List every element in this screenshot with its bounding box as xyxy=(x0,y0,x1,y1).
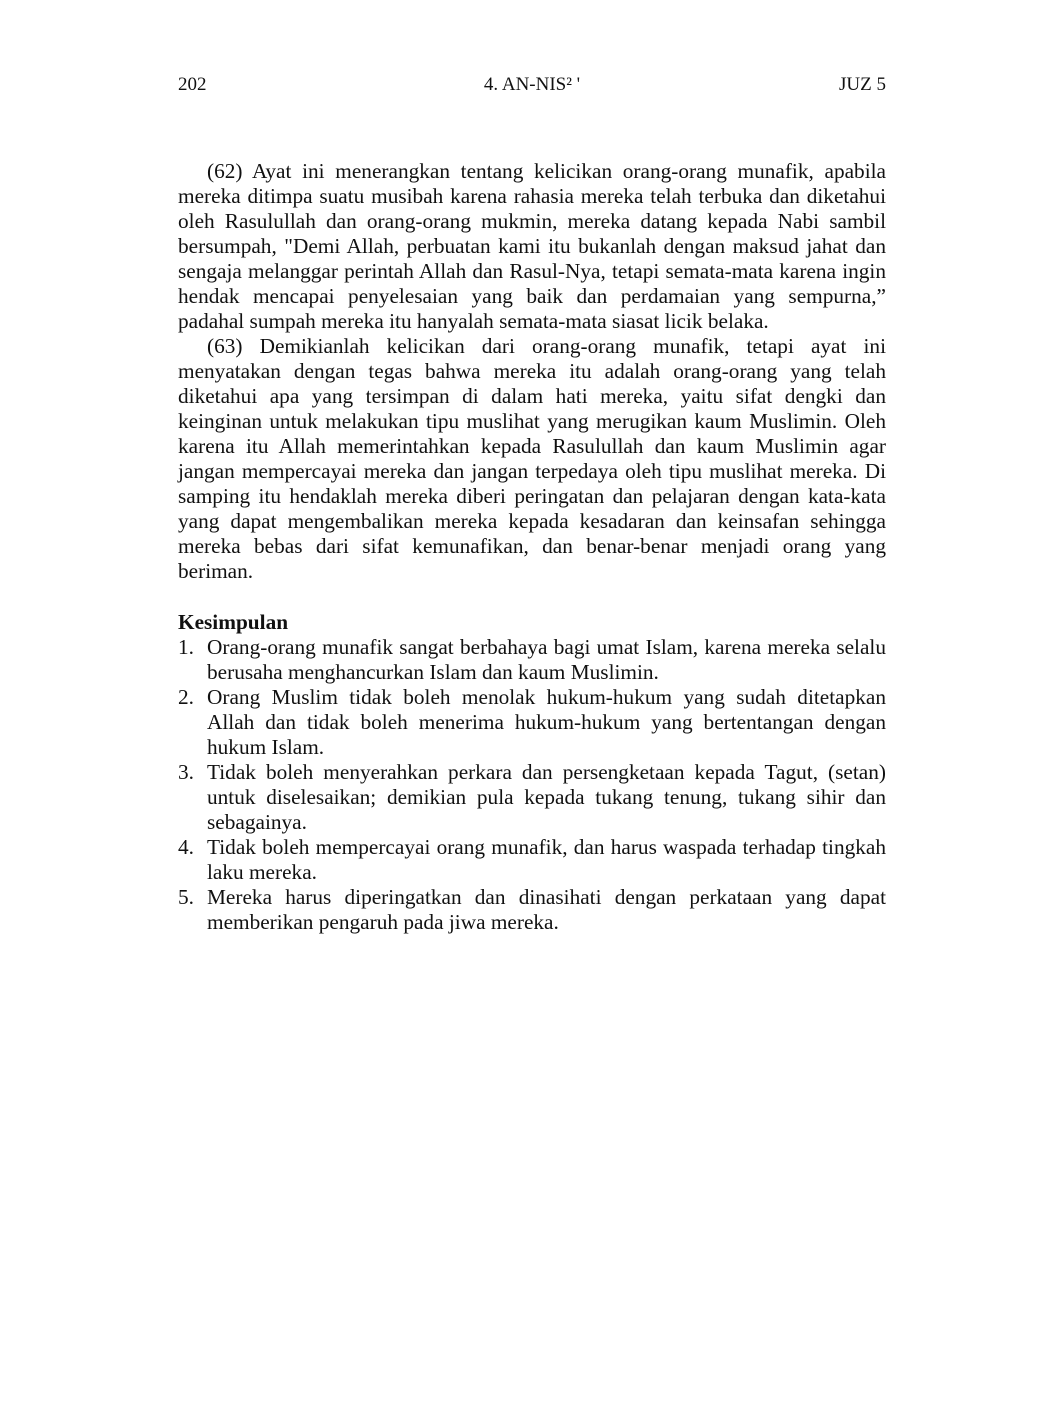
juz-label: JUZ 5 xyxy=(839,74,886,95)
conclusion-item-text: Tidak boleh menyerahkan perkara dan persengketaan kepada Tagut, (setan) untuk diselesaikan; demikian pula kepada tukang tenung, tukang sihir dan sebagainya. xyxy=(207,760,886,834)
conclusion-item xyxy=(178,685,886,760)
page-number: 202 xyxy=(178,74,207,95)
conclusion-title: Kesimpulan xyxy=(178,610,289,634)
page-header xyxy=(178,72,886,98)
conclusion-item-number: 4. xyxy=(178,835,194,859)
page-content xyxy=(178,159,886,935)
paragraph-63: (63) Demikianlah kelicikan dari orang-orang munafik, tetapi ayat ini menyatakan dengan tegas bahwa mereka itu adalah orang-orang yang telah diketahui apa yang tersimpan di dalam hati mereka, yaitu sifat dengki dan keinginan untuk melakukan tipu muslihat yang merugikan kaum Muslimin. Oleh karena itu Allah memerintahkan kepada Rasulullah dan kaum Muslimin agar jangan mempercayai mereka dan jangan terpedaya oleh tipu muslihat mereka. Di samping itu hendaklah mereka diberi peringatan dan pelajaran dengan kata-kata yang dapat mengembalikan mereka kepada kesadaran dan keinsafan sehingga mereka bebas dari sifat kemunafikan, dan benar-benar menjadi orang yang beriman. xyxy=(178,334,886,583)
conclusion-item-text: Orang-orang munafik sangat berbahaya bagi umat Islam, karena mereka selalu berusaha menghancurkan Islam dan kaum Muslimin. xyxy=(207,635,886,684)
conclusion-item xyxy=(178,835,886,885)
conclusion-item-text: Mereka harus diperingatkan dan dinasihati dengan perkataan yang dapat memberikan pengaruh pada jiwa mereka. xyxy=(207,885,886,934)
conclusion-item-text: Tidak boleh mempercayai orang munafik, dan harus waspada terhadap tingkah laku mereka. xyxy=(207,835,886,884)
conclusion-item xyxy=(178,885,886,935)
conclusion-item xyxy=(178,760,886,835)
conclusion-list xyxy=(178,635,886,935)
chapter-title: 4. AN-NIS² ' xyxy=(483,74,581,95)
paragraph-62: (62) Ayat ini menerangkan tentang kelicikan orang-orang munafik, apabila mereka ditimpa suatu musibah karena rahasia mereka telah terbuka dan diketahui oleh Rasulullah dan orang-orang mukmin, mereka datang kepada Nabi sambil bersumpah, "Demi Allah, perbuatan kami itu bukanlah dengan maksud jahat dan sengaja melanggar perintah Allah dan Rasul-Nya, tetapi semata-mata karena ingin hendak mencapai penyelesaian yang baik dan perdamaian yang sempurna,” padahal sumpah mereka itu hanyalah semata-mata siasat licik belaka. xyxy=(178,159,886,333)
conclusion-item-number: 5. xyxy=(178,885,194,909)
conclusion-item xyxy=(178,635,886,685)
conclusion-item-number: 1. xyxy=(178,635,194,659)
conclusion-item-number: 2. xyxy=(178,685,194,709)
conclusion-item-text: Orang Muslim tidak boleh menolak hukum-hukum yang sudah ditetapkan Allah dan tidak boleh menerima hukum-hukum yang bertentangan dengan hukum Islam. xyxy=(207,685,886,759)
conclusion-item-number: 3. xyxy=(178,760,194,784)
